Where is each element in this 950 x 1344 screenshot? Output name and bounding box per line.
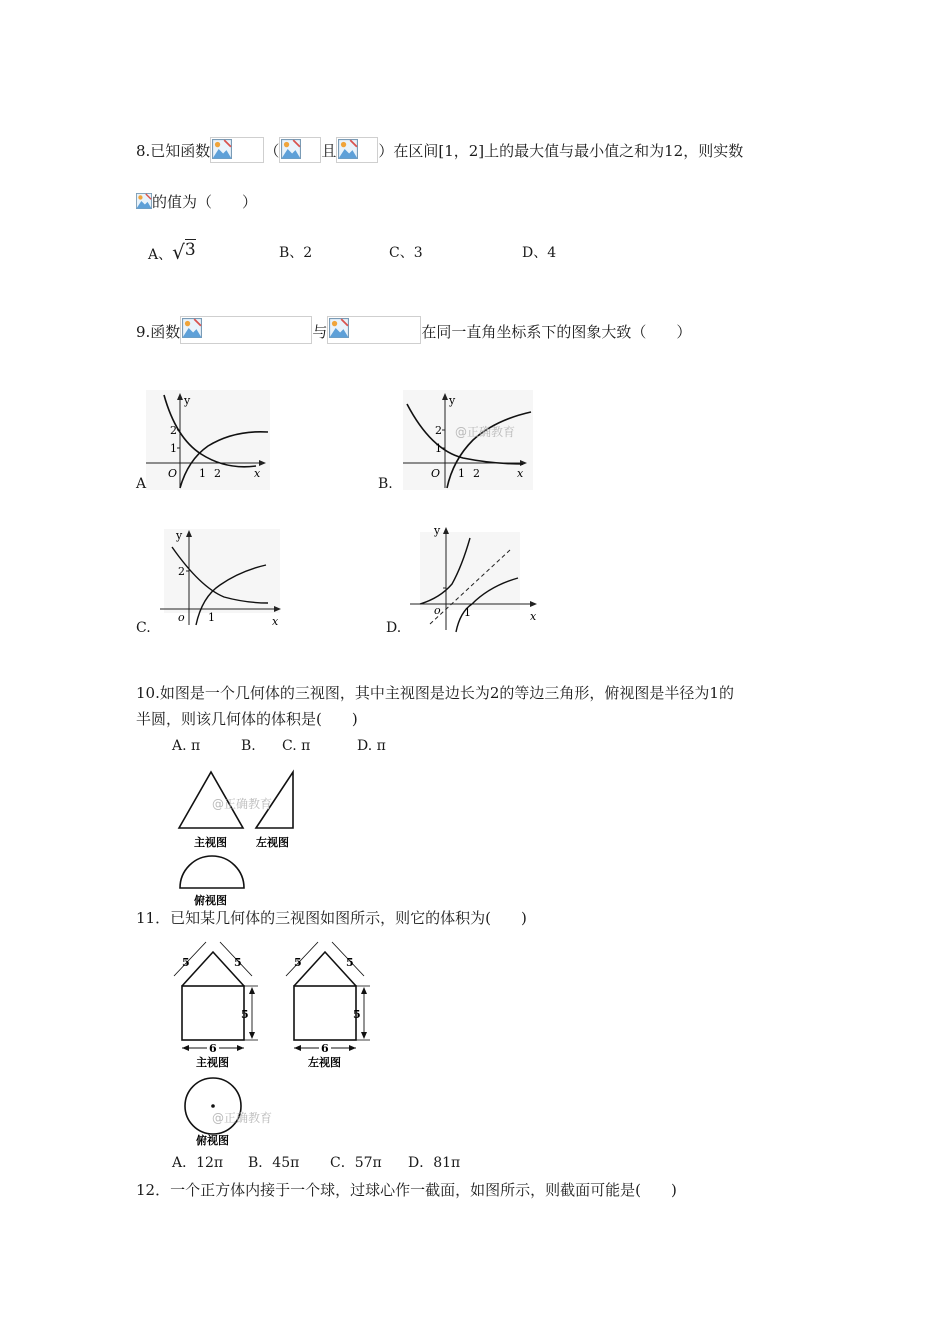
- dim-label: 5: [182, 956, 190, 969]
- top-view-label: 俯视图: [194, 894, 227, 907]
- sqrt-symbol: √: [172, 240, 185, 264]
- dim-label: 5: [241, 1008, 249, 1021]
- q8-option-c: C、3: [389, 245, 423, 261]
- tick-label: 2: [170, 424, 177, 437]
- y-axis-label: y: [176, 529, 183, 542]
- q10-option-b: B.: [241, 738, 256, 754]
- x-axis-label: x: [272, 615, 279, 627]
- q10-line-1: 10.如图是一个几何体的三视图，其中主视图是边长为2的等边三角形，俯视图是半径为1的: [136, 684, 734, 702]
- watermark: @正确教育: [455, 425, 516, 439]
- graph-d: [410, 520, 540, 634]
- q9-stem: 9.函数 与 在同一直角坐标系下的图象大致（ ）: [136, 316, 691, 344]
- origin-label: o: [434, 604, 441, 617]
- x-axis-label: x: [530, 610, 537, 623]
- q10-option-c: C. π: [282, 738, 311, 754]
- q10-option-a: A. π: [172, 738, 201, 754]
- broken-image-icon: [279, 137, 321, 163]
- tick-label: 1: [464, 606, 471, 619]
- watermark: @正确教育: [212, 1111, 273, 1125]
- watermark: @正确教育: [212, 797, 273, 811]
- tick-label: 1: [170, 442, 177, 455]
- q10-option-d: D. π: [357, 738, 386, 754]
- top-view-semicircle: [180, 856, 244, 888]
- origin-label: O: [168, 467, 178, 480]
- graph-a: [146, 390, 270, 490]
- graph-c-label: C.: [136, 620, 151, 636]
- graph-b: [403, 390, 533, 490]
- q8-line-2: 的值为（ ）: [136, 192, 257, 212]
- q11-line-1: 11．已知某几何体的三视图如图所示，则它的体积为( ): [136, 909, 527, 927]
- dim-label: 5: [346, 956, 354, 969]
- front-view-label: 主视图: [196, 1056, 229, 1069]
- broken-image-icon: [180, 316, 312, 344]
- q11-three-views: [170, 938, 380, 1148]
- q11-option-b: B．45π: [248, 1155, 300, 1171]
- top-view-label: 俯视图: [196, 1134, 229, 1147]
- tick-label: 1: [208, 611, 215, 624]
- side-view-label: 左视图: [256, 836, 289, 849]
- dim-label: 5: [353, 1008, 361, 1021]
- broken-image-icon: [136, 192, 152, 210]
- broken-image-icon: [327, 316, 421, 344]
- y-axis-label: y: [184, 394, 191, 407]
- q12-line-1: 12．一个正方体内接于一个球，过球心作一截面，如图所示，则截面可能是( ): [136, 1181, 677, 1199]
- graph-c: [160, 525, 284, 627]
- tick-label: 2: [473, 467, 480, 480]
- dim-label: 5: [294, 956, 302, 969]
- front-view: [174, 942, 258, 1069]
- origin-label: o: [178, 611, 185, 624]
- x-axis-label: x: [517, 467, 524, 480]
- q11-option-c: C．57π: [330, 1155, 382, 1171]
- dim-label: 6: [209, 1042, 217, 1055]
- q8-option-a: A、√3: [148, 240, 196, 264]
- dim-label: 6: [321, 1042, 329, 1055]
- broken-image-icon: [210, 137, 264, 163]
- y-axis-label: y: [434, 524, 441, 537]
- graph-b-label: B.: [378, 476, 393, 492]
- q8-line-1: 8.已知函数 （ 且 ）在区间[1，2]上的最大值与最小值之和为12，则实数: [136, 137, 743, 163]
- tick-label: 1: [458, 467, 465, 480]
- q10-line-2: 半圆，则该几何体的体积是( ): [136, 710, 358, 728]
- side-view: [286, 942, 370, 1069]
- tick-label: 2: [178, 565, 185, 578]
- q10-three-views: [172, 766, 302, 908]
- y-axis-label: y: [449, 394, 456, 407]
- graph-a-label: A: [136, 476, 147, 492]
- graph-d-label: D.: [386, 620, 402, 636]
- origin-label: O: [431, 467, 441, 480]
- q11-option-d: D．81π: [408, 1155, 461, 1171]
- dim-label: 5: [234, 956, 242, 969]
- front-view-label: 主视图: [194, 836, 227, 849]
- tick-label: 2: [435, 424, 442, 437]
- x-axis-label: x: [254, 467, 261, 480]
- tick-label: 1: [199, 467, 206, 480]
- tick-label: 2: [214, 467, 221, 480]
- tick-label: 1: [435, 442, 442, 455]
- q11-option-a: A．12π: [172, 1155, 224, 1171]
- q8-option-d: D、4: [522, 245, 557, 261]
- side-view-label: 左视图: [308, 1056, 341, 1069]
- broken-image-icon: [336, 137, 378, 163]
- q8-option-b: B、2: [279, 245, 313, 261]
